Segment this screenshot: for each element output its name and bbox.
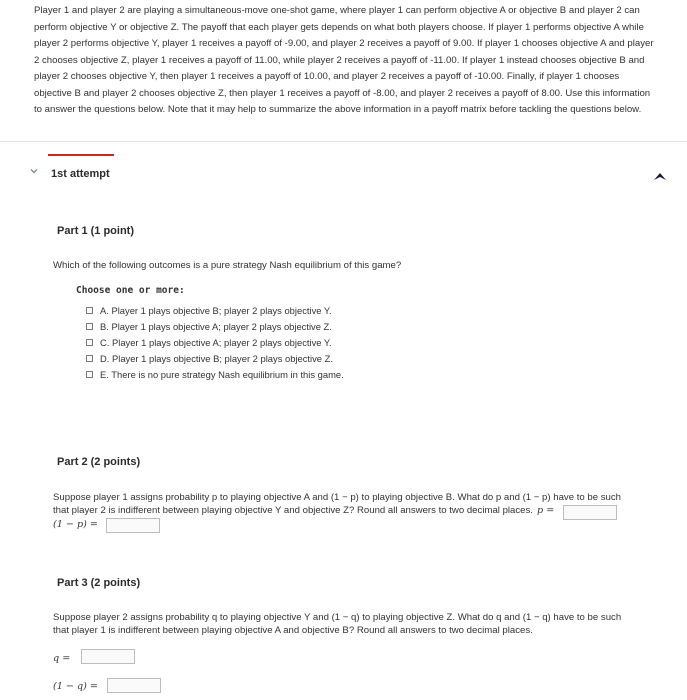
attempt-label[interactable]: 1st attempt	[51, 168, 110, 180]
part1-question: Which of the following outcomes is a pure strategy Nash equilibrium of this game?	[53, 260, 402, 271]
one-minus-q-input[interactable]	[107, 678, 161, 693]
checkbox[interactable]	[86, 339, 93, 346]
attempt-tab-underline	[48, 154, 114, 156]
option-c[interactable]	[86, 334, 344, 350]
q-label: q =	[53, 653, 71, 664]
one-minus-p-input[interactable]	[106, 518, 160, 533]
part1-title: Part 1 (1 point)	[57, 225, 135, 237]
divider	[0, 141, 687, 142]
part3-question-line1: Suppose player 2 assigns probability q to playing objective Y and (1 − q) to playing objective Z. What do q and (1 − q) have to be such	[53, 612, 622, 623]
checkbox[interactable]	[86, 371, 93, 378]
answer-options	[86, 302, 344, 383]
chevron-down-icon[interactable]	[29, 166, 39, 176]
option-d[interactable]	[86, 351, 344, 367]
option-label: A. Player 1 plays objective B; player 2 plays objective Y.	[100, 304, 332, 316]
checkbox[interactable]	[86, 323, 93, 330]
option-label: E. There is no pure strategy Nash equilibrium in this game.	[100, 369, 344, 381]
p-input[interactable]	[563, 505, 617, 520]
part3-question-line2: that player 1 is indifferent between playing objective A and objective B? Round all answers to two decimal places.	[53, 625, 533, 636]
option-label: D. Player 1 plays objective B; player 2 plays objective Z.	[100, 353, 333, 365]
q-input[interactable]	[81, 649, 135, 664]
option-b[interactable]	[86, 318, 344, 334]
checkbox[interactable]	[86, 355, 93, 362]
one-minus-q-label: (1 − q) =	[53, 681, 98, 692]
one-minus-p-label: (1 − p) =	[53, 519, 98, 530]
p-label: p =	[537, 505, 555, 516]
choose-label: Choose one or more:	[76, 285, 185, 296]
arrow-up-icon[interactable]	[652, 170, 668, 182]
option-e[interactable]	[86, 367, 344, 383]
checkbox[interactable]	[86, 307, 93, 314]
option-label: B. Player 1 plays objective A; player 2 plays objective Z.	[100, 320, 332, 332]
part3-title: Part 3 (2 points)	[57, 577, 141, 589]
part2-title: Part 2 (2 points)	[57, 456, 141, 468]
part2-question-line1: Suppose player 1 assigns probability p to playing objective A and (1 − p) to playing objective B. What do p and (1 − p) have to be such	[53, 492, 621, 503]
option-label: C. Player 1 plays objective A; player 2 plays objective Y.	[100, 336, 332, 348]
problem-statement: Player 1 and player 2 are playing a simultaneous-move one-shot game, where player 1 can perform objective A or objective B and player 2 can perform objective Y or objective Z. The payoff that each player gets depends on what both players choose. If player 1 performs objective A while player 2 performs objective Y, player 1 receives a payoff of -9.00, and player 2 receives a payoff of 9.00. If player 1 chooses objective A and player 2 chooses objective Z, player 1 receives a payoff of 11.00, while player 2 receives a payoff of -11.00. If player 1 instead chooses objective B and player 2 chooses objective Y, then player 1 receives a payoff of 10.00, and player 2 receives a payoff of -10.00. Finally, if player 1 chooses objective B and player 2 chooses objective Z, then player 1 receives a payoff of -8.00, and player 2 receives a payoff of 8.00. Use this information to answer the questions below. Note that it may help to summarize the above information in a payoff matrix before tackling the questions below.	[34, 5, 654, 115]
option-a[interactable]	[86, 302, 344, 318]
part2-question-line2: that player 2 is indifferent between playing objective Y and objective Z? Round all answers to two decimal places.	[53, 505, 533, 516]
